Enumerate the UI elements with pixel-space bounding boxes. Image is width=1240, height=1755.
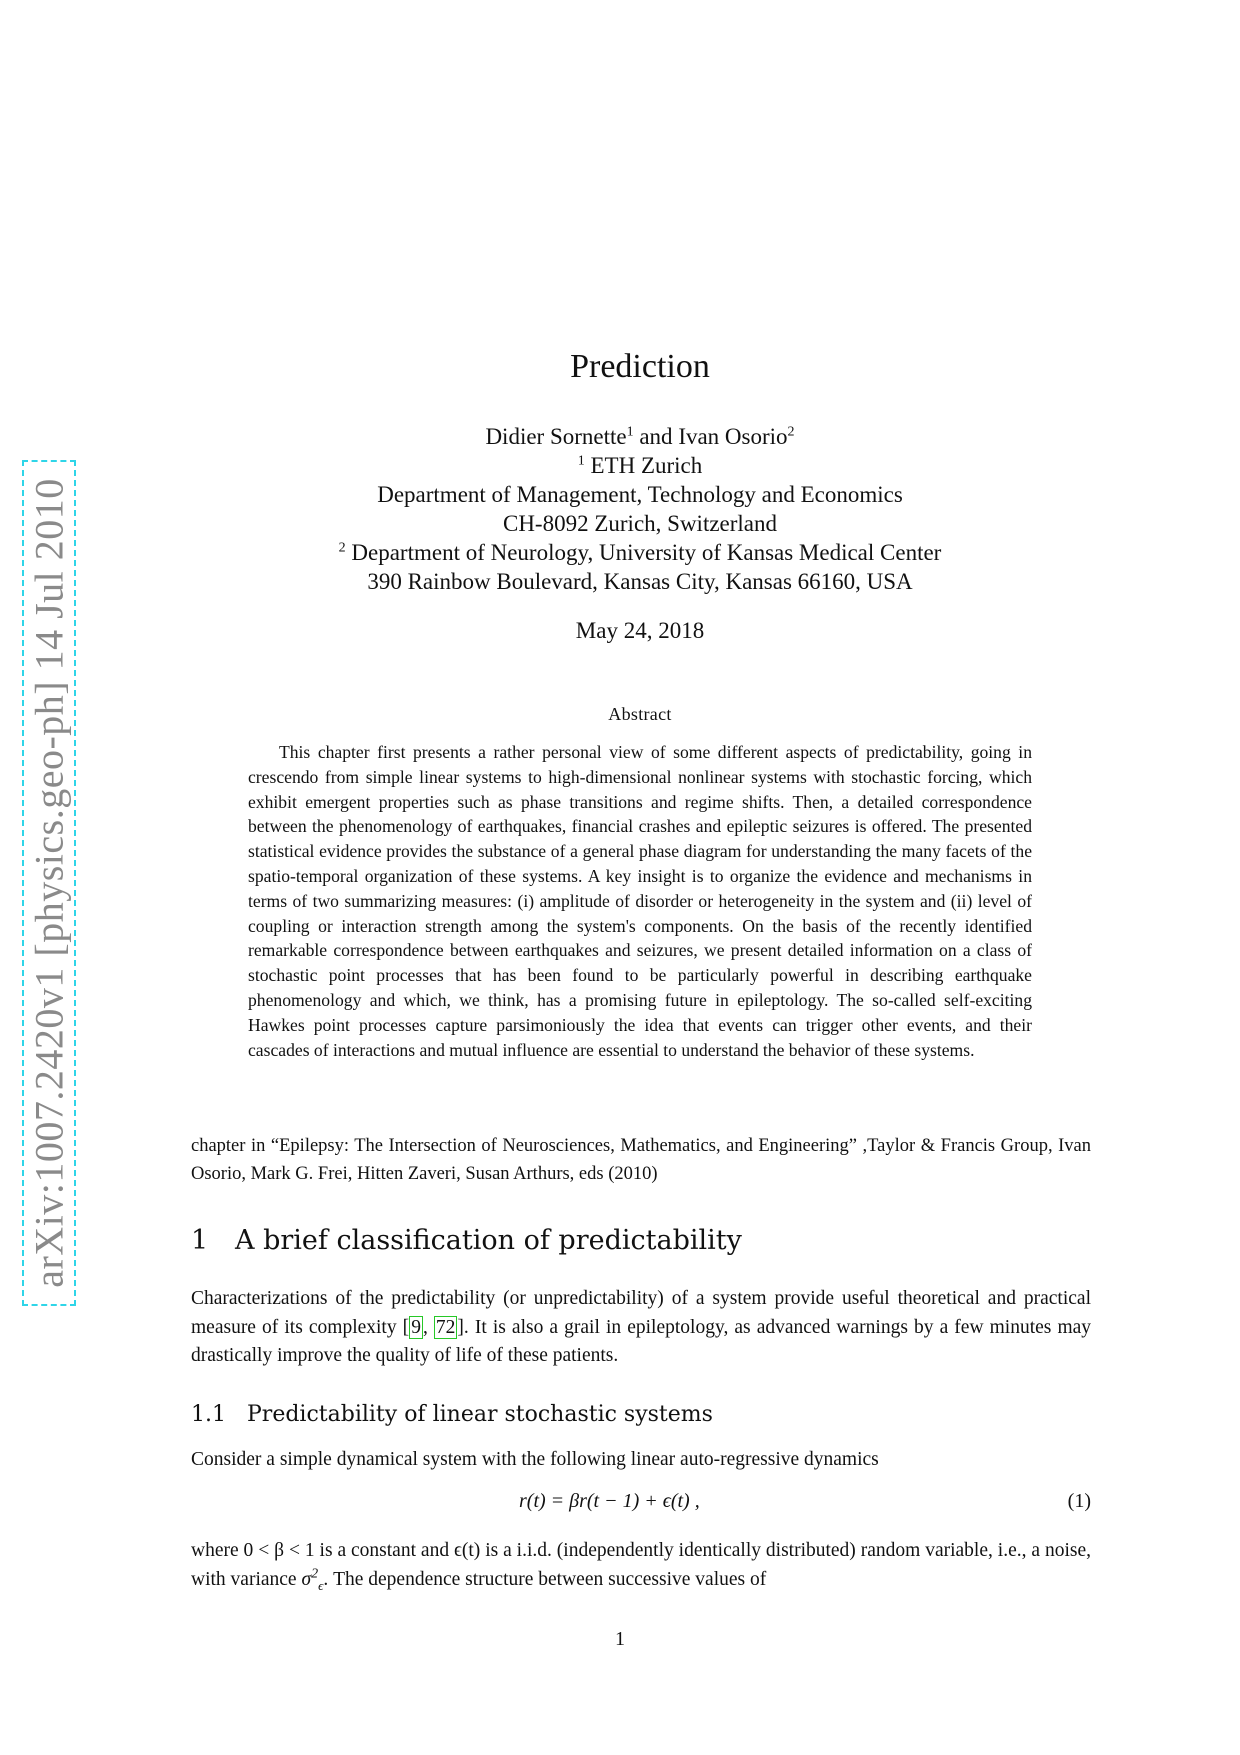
citation-link[interactable]: 72 [435,1316,456,1338]
page-number: 1 [615,1628,625,1650]
section-1-paragraph [191,1285,1091,1371]
paper-date: May 24, 2018 [575,618,705,643]
affiliation-2-name [190,538,1090,567]
arxiv-stamp [22,460,76,1306]
equation-1-number: (1) [1067,1490,1091,1512]
affiliation-1-name [190,451,1090,480]
abstract-heading: Abstract [608,704,672,724]
abstract-text: This chapter first presents a rather personal view of some different aspects of predictability, going in crescendo from simple linear systems to high-dimensional nonlinear systems with stochastic forcing, which exhibit emergent properties such as phase transitions and regime shifts. Then, a detailed correspondence between the phenomenology of earthquakes, financial crashes and epileptic seizures is offered. The presented statistical evidence provides the substance of a general phase diagram for understanding the many facets of the spatio-temporal organization of these systems. A key insight is to organize the evidence and mechanisms in terms of two summarizing measures: (i) amplitude of disorder or heterogeneity in the system and (ii) level of coupling or interaction strength among the system's components. On the basis of the recently identified remarkable correspondence between earthquakes and seizures, we present detailed information on a class of stochastic point processes that has been found to be particularly powerful in describing earthquake phenomenology and which, we think, has a promising future in epileptology. The so-called self-exciting Hawkes point processes capture parsimoniously the idea that events can trigger other events, and their cascades of interactions and mutual influence are essential to understand the behavior of these systems. [248,742,1032,1060]
author-1: Didier Sornette [485,424,627,449]
text-after-variance: . The dependence structure between successive values of [323,1568,767,1590]
text-before-variance: where 0 < β < 1 is a constant and ϵ(t) is a i.i.d. (independently identically distributed) random variable, i.e., a noise, with variance [191,1540,1091,1590]
author-conjunction: and [633,424,679,449]
subsection-1-1-heading [191,1402,713,1427]
citation-link[interactable]: 9 [411,1316,421,1338]
subsection-1-1-title: Predictability of linear stochastic systems [247,1402,713,1427]
variance-sigma: σ [301,1568,312,1590]
author-block [190,422,1090,596]
equation-1-body: r(t) = βr(t − 1) + ϵ(t) , [519,1490,700,1512]
section-1-number: 1 [191,1225,209,1256]
affiliation-1-dept: Department of Management, Technology and Economics [377,482,903,507]
variance-exponent: 2 [311,1566,319,1581]
affil-2-line-1: Department of Neurology, University of Kansas Medical Center [345,540,942,565]
author-2-affil-mark: 2 [787,424,795,440]
subsection-1-1-paragraph [191,1537,1091,1600]
affiliation-2-address: 390 Rainbow Boulevard, Kansas City, Kansas 66160, USA [367,569,913,594]
affil-2-mark: 2 [338,540,346,556]
section-1-text-after-cite: ]. It is also a grail in epileptology, as advanced warnings by a few minutes may drastically improve the quality of life of these patients. [191,1316,1092,1366]
paper-title: Prediction [570,348,710,385]
arxiv-stamp-text: arXiv:1007.2420v1 [physics.geo-ph] 14 Jul 2010 [26,478,72,1288]
variance-subscript: ϵ [318,1577,324,1593]
affiliation-1-address: CH-8092 Zurich, Switzerland [502,511,778,536]
author-2: Ivan Osorio [678,424,788,449]
subsection-1-1-number: 1.1 [191,1402,226,1427]
citation-separator: , [422,1316,434,1338]
subsection-1-1-intro: Consider a simple dynamical system with the following linear auto-regressive dynamics [191,1449,879,1470]
chapter-note: chapter in “Epilepsy: The Intersection of Neurosciences, Mathematics, and Engineering” ,Taylor & Francis Group, Ivan Osorio, Mark G. Frei, Hitten Zaveri, Susan Arthurs, eds (2010) [191,1136,1091,1184]
author-names [190,422,1090,451]
affil-1-line-1: ETH Zurich [584,453,703,478]
affil-1-mark: 1 [577,453,585,469]
author-1-affil-mark: 1 [626,424,634,440]
section-1-heading [191,1225,742,1256]
variance-symbol [301,1566,324,1593]
section-1-text-before-cite: Characterizations of the predictability (or unpredictability) of a system provide useful theoretical and practical measure of its complexity [ [191,1288,1091,1338]
section-1-title: A brief classification of predictability [235,1225,742,1256]
